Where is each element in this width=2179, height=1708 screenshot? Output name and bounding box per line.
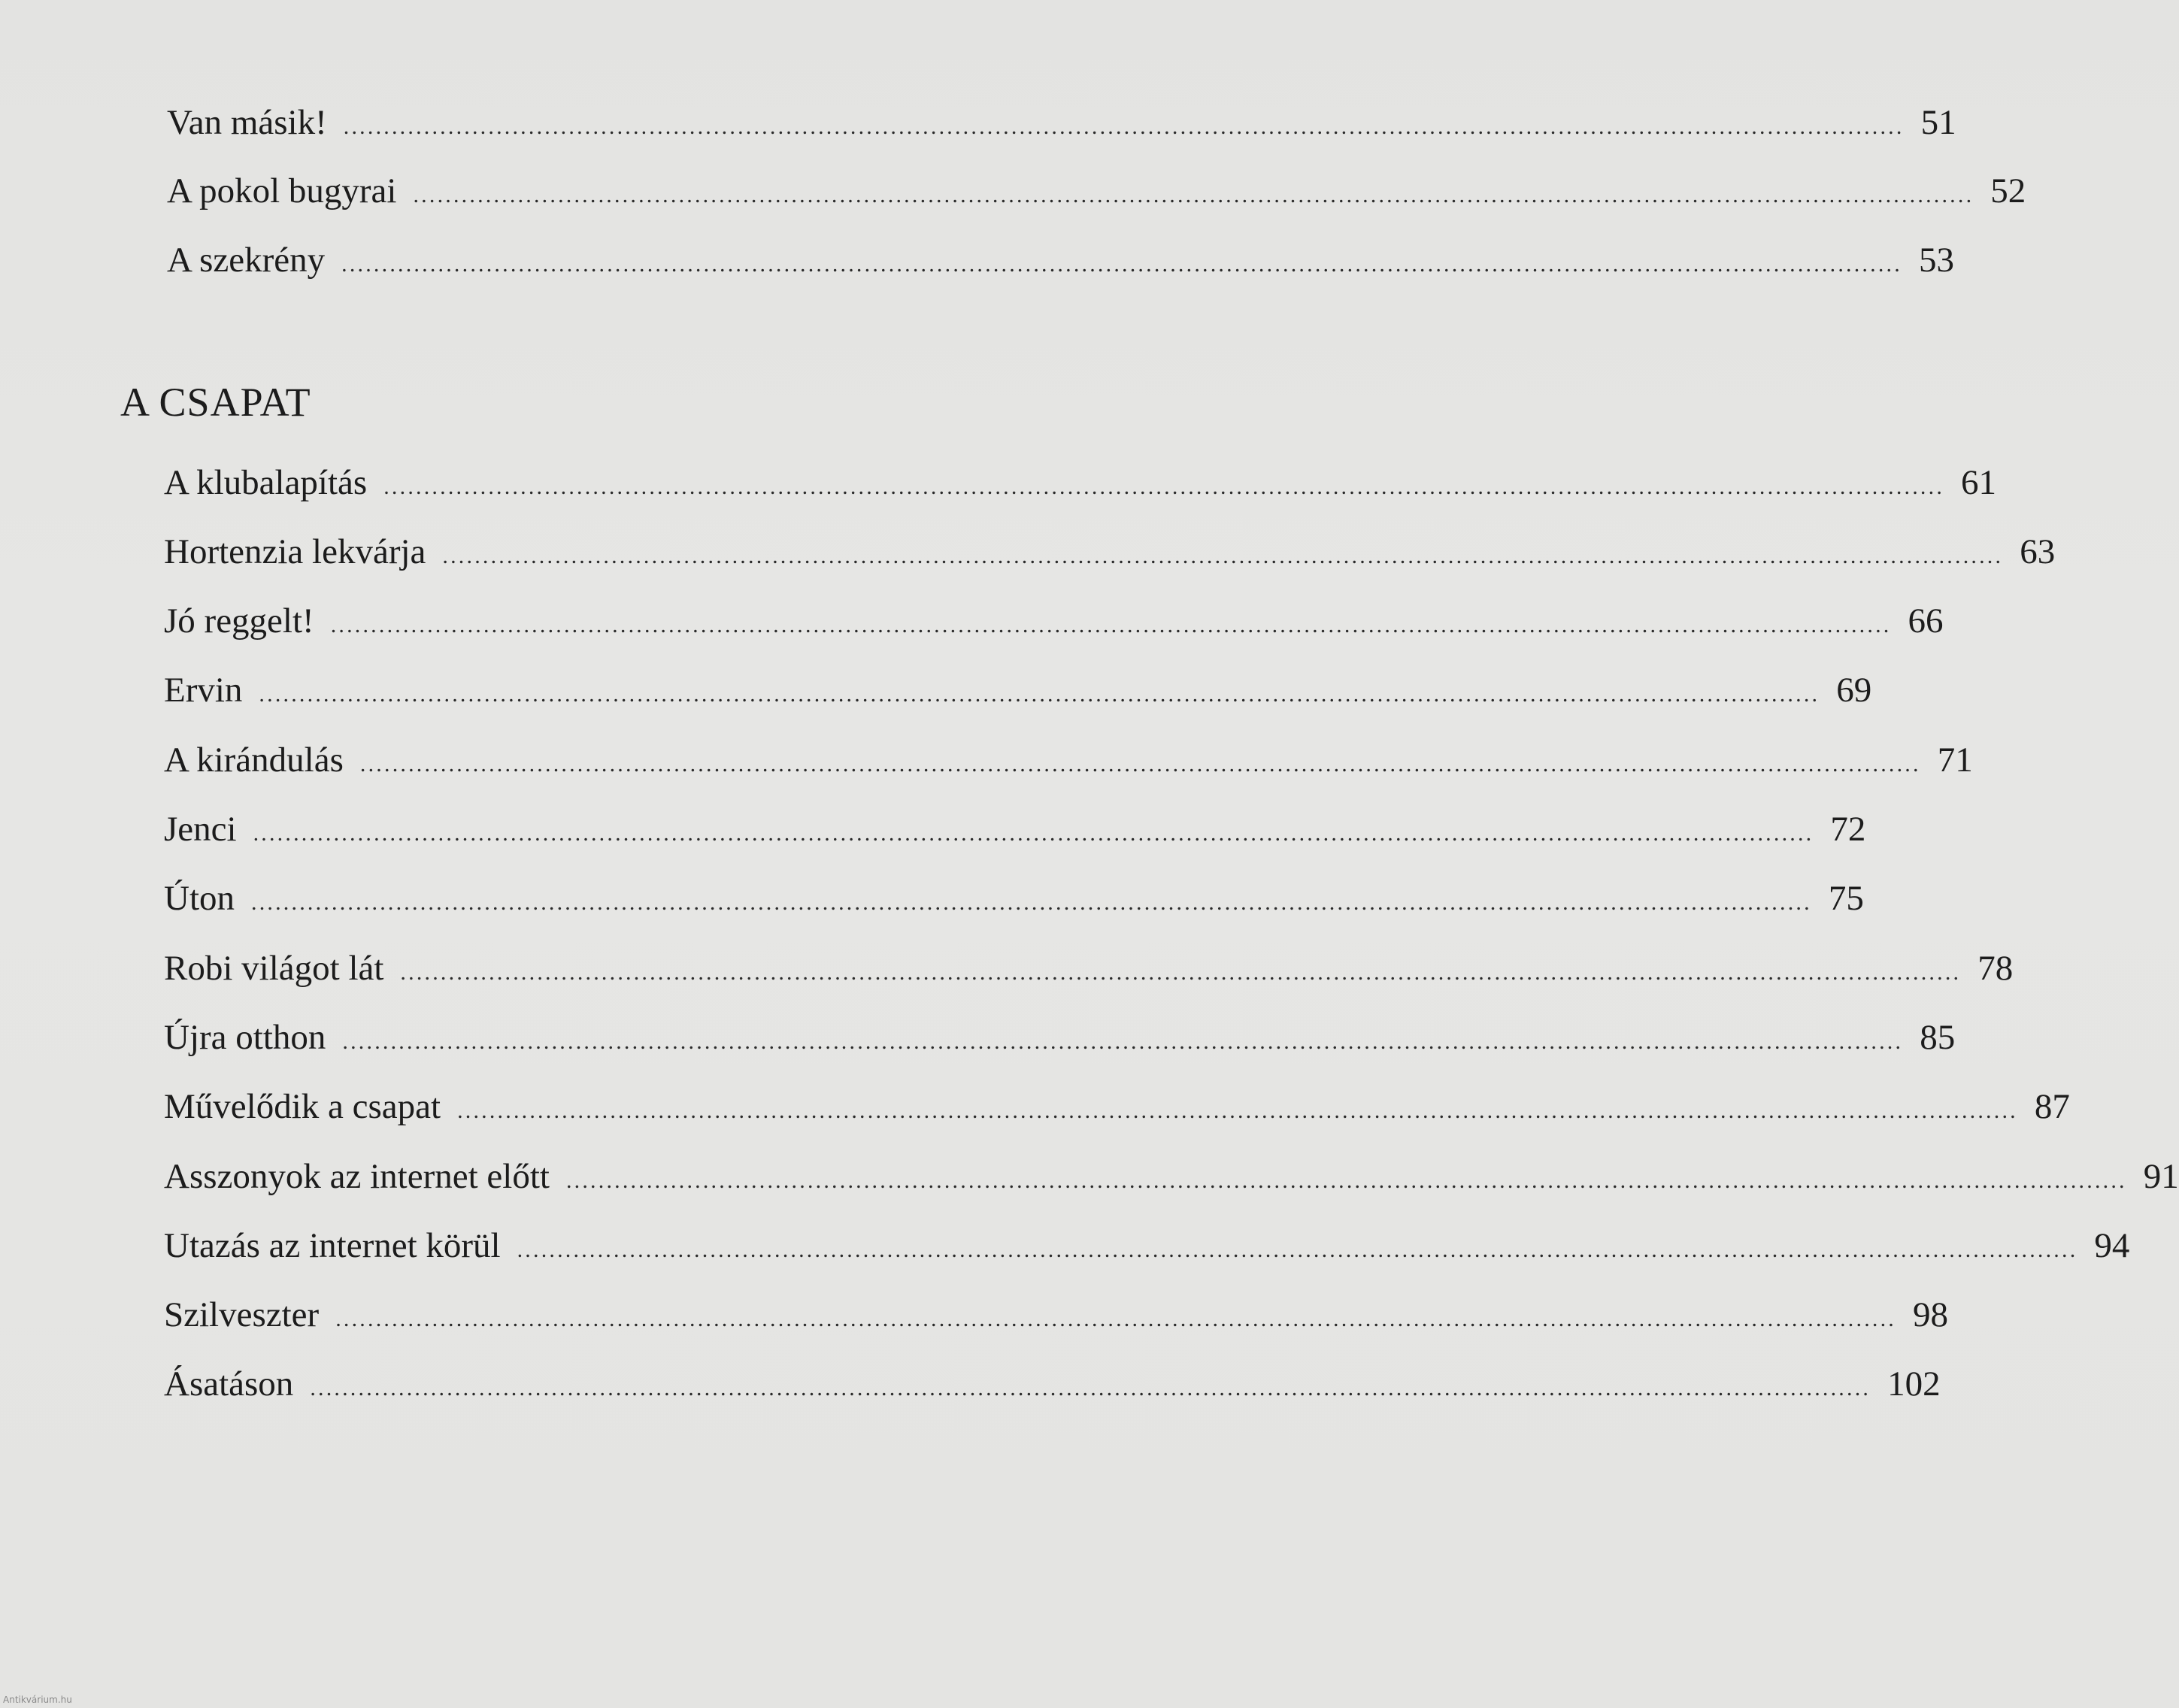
toc-entry-title: Újra otthon — [164, 1018, 326, 1057]
toc-entry-title: Jó reggelt! — [164, 601, 314, 640]
toc-entry-page: 72 — [1830, 810, 1866, 849]
dot-leader: .................................................................................................................................................................................................. — [253, 821, 1814, 846]
section-heading: A CSAPAT — [120, 380, 311, 425]
toc-entry-page: 69 — [1836, 671, 1872, 710]
toc-entry-title: Művelődik a csapat — [164, 1087, 441, 1126]
toc-entry-title: Asszonyok az internet előtt — [164, 1157, 550, 1196]
dot-leader: .................................................................................................................................................................................................. — [310, 1376, 1871, 1401]
toc-entry-title: Jenci — [164, 810, 237, 849]
toc-entry — [164, 1018, 1956, 1057]
dot-leader: .................................................................................................................................................................................................. — [343, 114, 1905, 139]
toc-entry-page: 61 — [1961, 463, 1997, 502]
toc-entry-page: 91 — [2143, 1157, 2179, 1196]
toc-entry-title: Úton — [164, 879, 235, 918]
toc-entry-page: 87 — [2034, 1087, 2070, 1126]
toc-entry — [164, 879, 1864, 918]
toc-entry — [164, 1157, 2179, 1196]
toc-entry — [164, 740, 1973, 780]
dot-leader: .................................................................................................................................................................................................. — [457, 1098, 2018, 1123]
toc-entry-title: Szilveszter — [164, 1295, 320, 1334]
dot-leader: .................................................................................................................................................................................................. — [400, 960, 1962, 985]
toc-entry-title: Ervin — [164, 671, 243, 710]
toc-entry-title: Utazás az internet körül — [164, 1226, 501, 1265]
dot-leader: .................................................................................................................................................................................................. — [342, 1029, 1904, 1054]
toc-entry-title: A szekrény — [167, 241, 326, 280]
dot-leader: .................................................................................................................................................................................................. — [565, 1168, 2127, 1193]
toc-entry-title: Robi világot lát — [164, 949, 384, 988]
toc-entry-page: 78 — [1977, 949, 2014, 988]
toc-entry-title: A pokol bugyrai — [167, 171, 397, 210]
toc-entry-title: A klubalapítás — [164, 463, 368, 502]
toc-entry-page: 53 — [1918, 241, 1954, 280]
dot-leader: .................................................................................................................................................................................................. — [251, 890, 1812, 915]
dot-leader: .................................................................................................................................................................................................. — [259, 682, 1820, 707]
toc-entry-page: 94 — [2094, 1226, 2130, 1265]
toc-entry — [164, 810, 1866, 849]
toc-entry-page: 51 — [1920, 103, 1956, 142]
toc-entry — [167, 103, 1956, 142]
toc-entry-page: 52 — [1990, 171, 2026, 210]
dot-leader: .................................................................................................................................................................................................. — [442, 544, 2004, 568]
toc-entry — [164, 949, 2014, 988]
toc-entry-page: 75 — [1828, 879, 1864, 918]
dot-leader: .................................................................................................................................................................................................. — [359, 752, 1921, 777]
dot-leader: .................................................................................................................................................................................................. — [383, 474, 1945, 499]
dot-leader: .................................................................................................................................................................................................. — [341, 252, 1902, 277]
toc-entry — [164, 1226, 2130, 1265]
toc-entry-page: 63 — [2020, 532, 2056, 571]
toc-entry-page: 85 — [1920, 1018, 1956, 1057]
toc-entry — [164, 601, 1944, 640]
toc-entry-page: 102 — [1887, 1364, 1941, 1404]
toc-entry — [164, 463, 1997, 502]
toc-entry-page: 98 — [1913, 1295, 1949, 1334]
toc-entry-title: A kirándulás — [164, 740, 344, 780]
dot-leader: .................................................................................................................................................................................................. — [413, 183, 1974, 207]
dot-leader: .................................................................................................................................................................................................. — [330, 613, 1892, 637]
toc-entry-title: Van másik! — [167, 103, 327, 142]
toc-entry-page: 66 — [1908, 601, 1944, 640]
toc-entry — [164, 671, 1872, 710]
dot-leader: .................................................................................................................................................................................................. — [335, 1307, 1897, 1331]
dot-leader: .................................................................................................................................................................................................. — [517, 1237, 2078, 1262]
watermark-text: Antikvárium.hu — [3, 1694, 72, 1705]
toc-entry-page: 71 — [1937, 740, 1973, 780]
toc-entry — [164, 1295, 1949, 1334]
toc-entry — [167, 171, 2026, 210]
toc-entry-title: Hortenzia lekvárja — [164, 532, 426, 571]
toc-entry — [167, 241, 1954, 280]
toc-entry — [164, 1364, 1941, 1404]
toc-entry — [164, 532, 2056, 571]
toc-entry-title: Ásatáson — [164, 1364, 294, 1404]
toc-entry — [164, 1087, 2070, 1126]
